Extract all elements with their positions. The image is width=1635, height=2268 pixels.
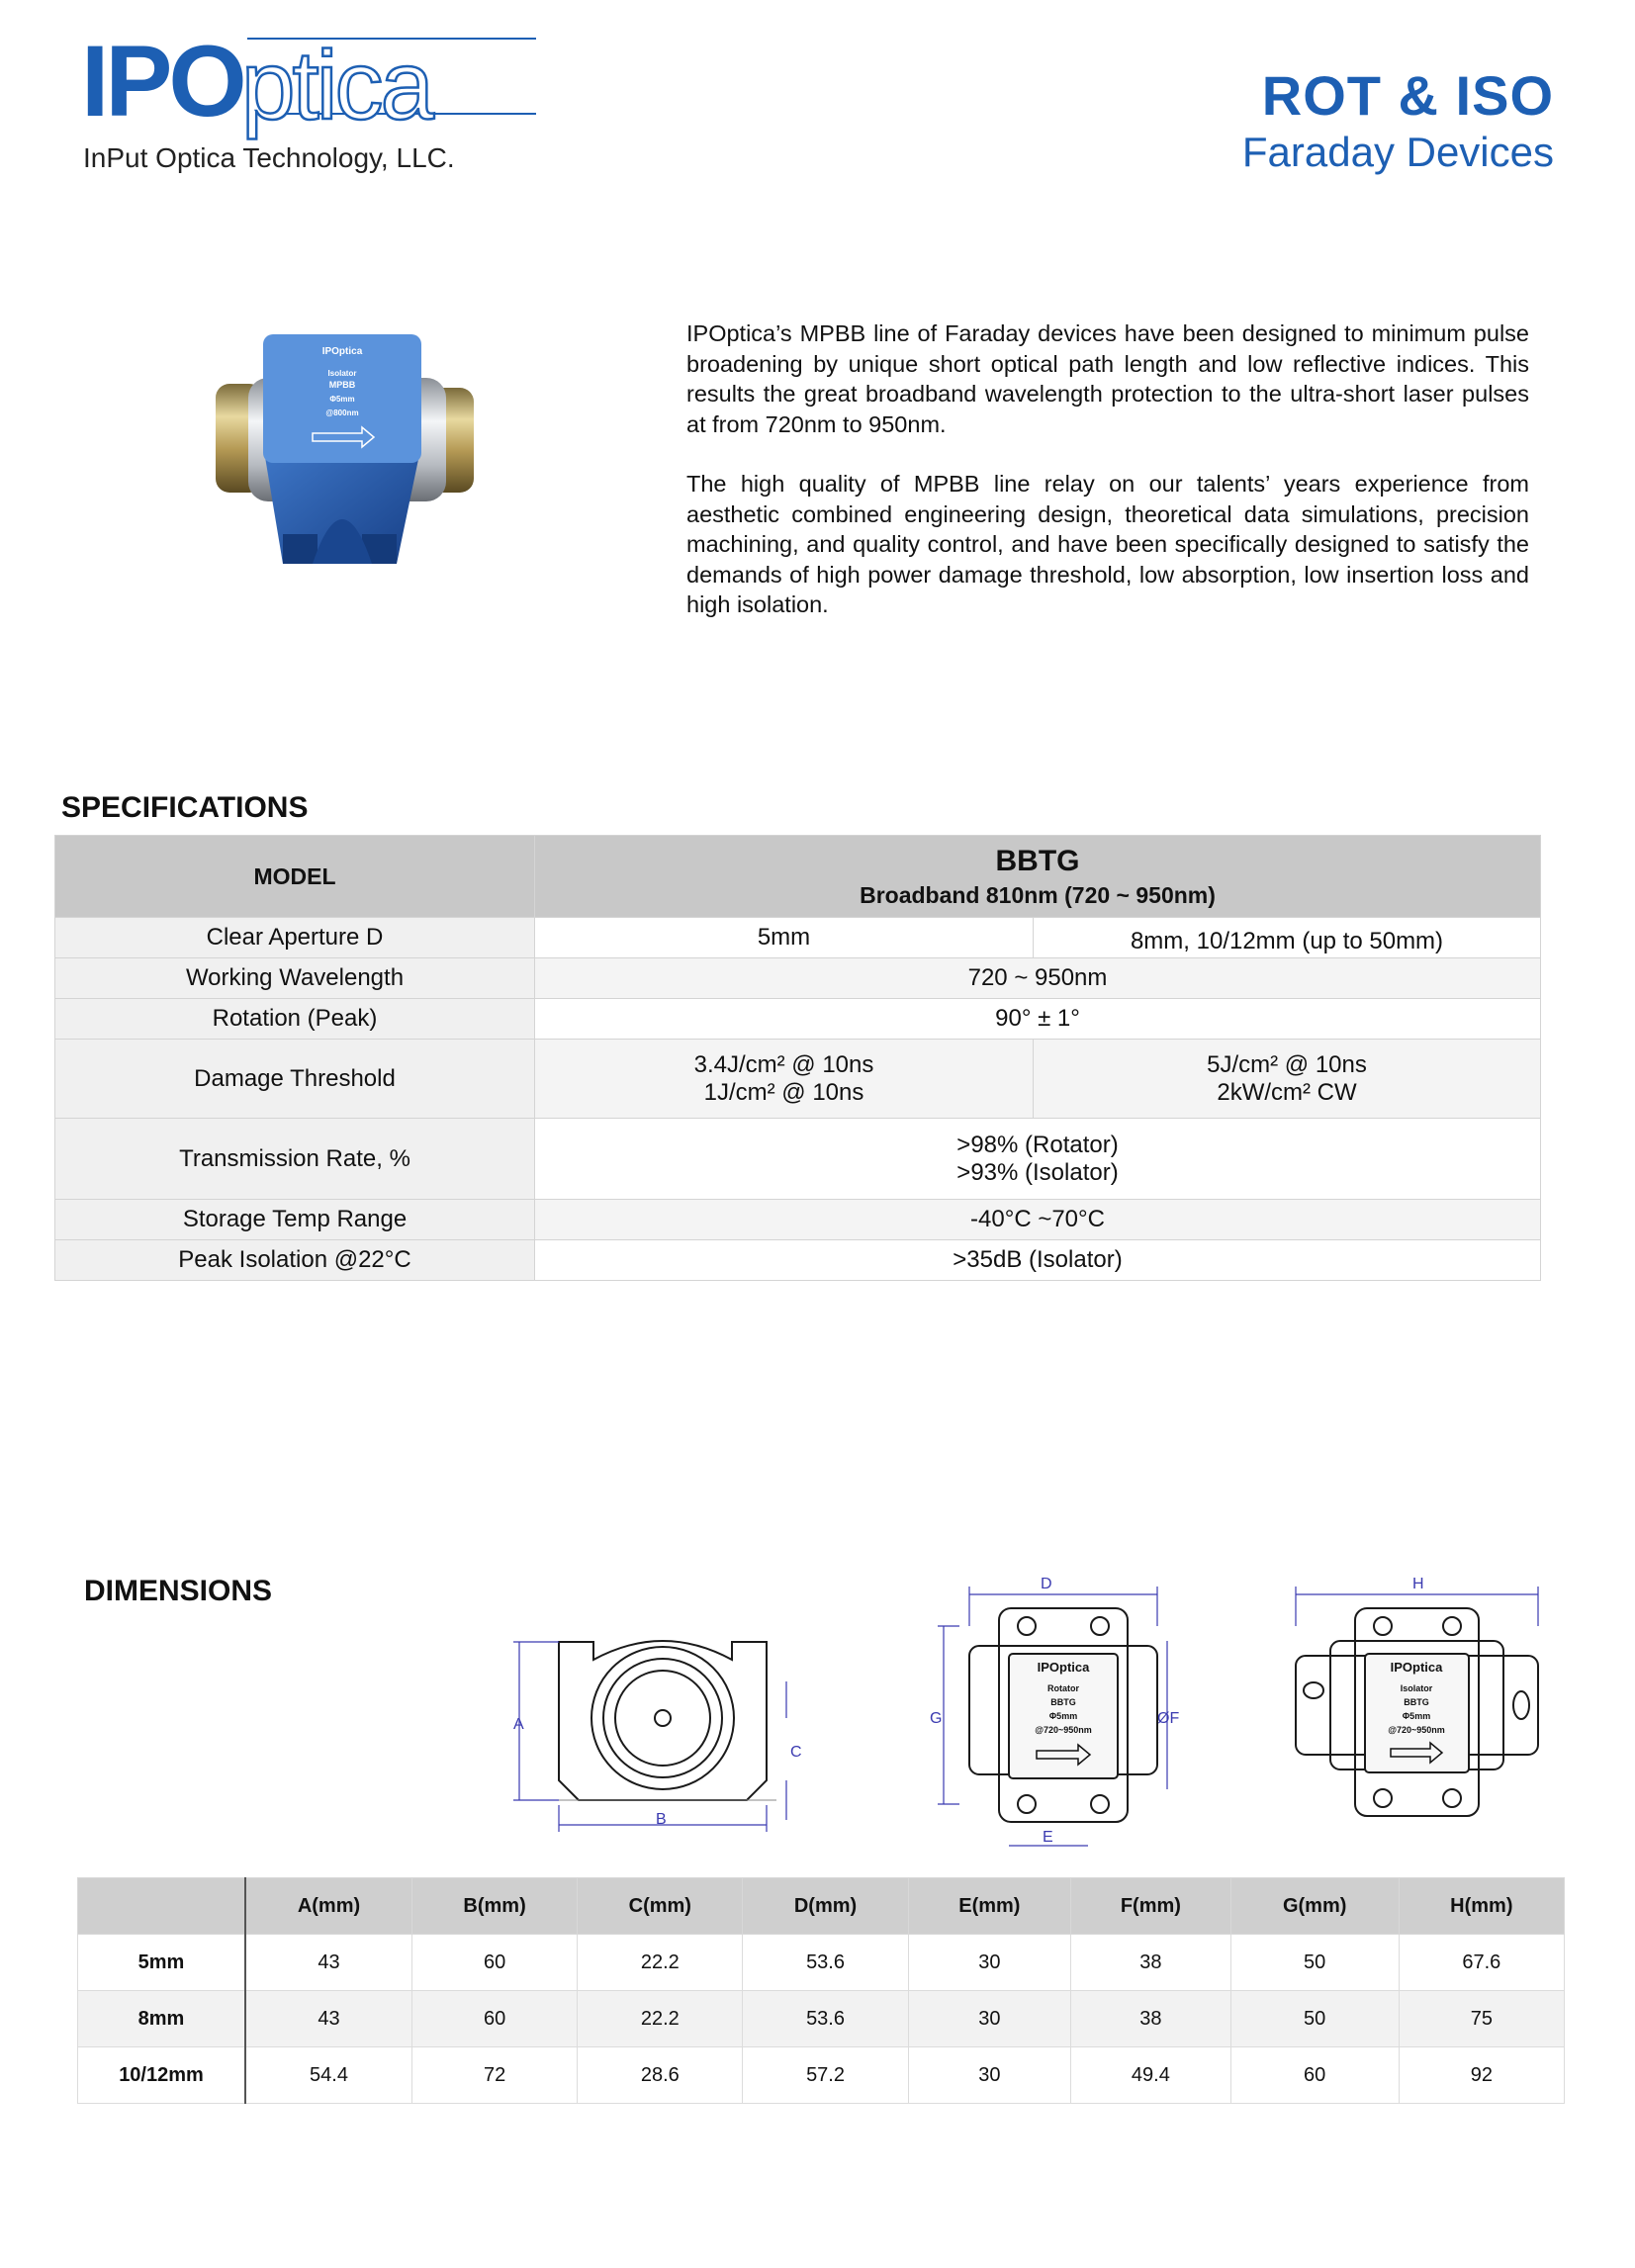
dim-label-a: A (513, 1716, 524, 1733)
spec-label: Storage Temp Range (55, 1200, 535, 1240)
spec-label: Transmission Rate, % (55, 1119, 535, 1200)
table-cell: 57.2 (743, 2047, 908, 2104)
row-header: 10/12mm (78, 2047, 246, 2104)
spec-row (55, 1200, 1541, 1240)
model-cell (535, 836, 1541, 918)
dim-label-g: G (930, 1710, 943, 1727)
spec-value: 5mm (535, 918, 1034, 958)
dim-label-f: ØF (1157, 1710, 1180, 1727)
spec-label: Working Wavelength (55, 958, 535, 999)
dim-col-header: F(mm) (1071, 1878, 1231, 1935)
table-cell: 92 (1399, 2047, 1564, 2104)
dim-header-row (78, 1878, 1565, 1935)
spec-value-line: >98% (Rotator) (956, 1131, 1119, 1158)
spec-label: Rotation (Peak) (55, 999, 535, 1040)
logo-ipo: IPO (81, 25, 243, 137)
table-cell: 50 (1230, 1991, 1399, 2047)
table-row (78, 1935, 1565, 1991)
drawing-model: BBTG (1050, 1697, 1076, 1707)
table-row (78, 2047, 1565, 2104)
drawing-aperture: Φ5mm (1402, 1711, 1431, 1721)
dim-col-header: A(mm) (245, 1878, 411, 1935)
spec-value-line: 3.4J/cm² @ 10ns (693, 1050, 874, 1078)
label-brand: IPOptica (321, 346, 363, 357)
dim-label-d: D (1041, 1576, 1052, 1592)
drawing-type: Isolator (1400, 1683, 1433, 1693)
dim-label-b: B (656, 1811, 667, 1828)
drawing-brand: IPOptica (1390, 1660, 1443, 1675)
spec-value: 90° ± 1° (535, 999, 1541, 1040)
table-cell: 22.2 (578, 1935, 743, 1991)
table-cell: 53.6 (743, 1935, 908, 1991)
dimensions-table (77, 1877, 1565, 2104)
dim-col-header: E(mm) (908, 1878, 1070, 1935)
table-cell: 75 (1399, 1991, 1564, 2047)
spec-label: Clear Aperture D (55, 918, 535, 958)
spec-row (55, 1119, 1541, 1200)
spec-row (55, 918, 1541, 958)
model-desc: Broadband 810nm (720 ~ 950nm) (860, 881, 1216, 908)
product-image (194, 326, 491, 584)
table-cell: 54.4 (245, 2047, 411, 2104)
table-cell: 30 (908, 1935, 1070, 1991)
table-cell: 38 (1071, 1935, 1231, 1991)
intro-text (686, 318, 1529, 650)
table-cell: 43 (245, 1991, 411, 2047)
spec-value-line: >93% (Isolator) (956, 1158, 1119, 1186)
spec-label: Peak Isolation @22°C (55, 1240, 535, 1281)
page-title: ROT & ISO (1261, 64, 1554, 127)
spec-row (55, 999, 1541, 1040)
spec-value (535, 1040, 1034, 1119)
table-cell: 30 (908, 1991, 1070, 2047)
drawing-wl: @720~950nm (1035, 1725, 1092, 1735)
logo-ptica: ptica (241, 31, 432, 139)
dim-col-header: H(mm) (1399, 1878, 1564, 1935)
table-cell: 60 (411, 1991, 577, 2047)
model-name: BBTG (995, 844, 1080, 877)
spec-value: >35dB (Isolator) (535, 1240, 1541, 1281)
company-name: InPut Optica Technology, LLC. (83, 142, 455, 173)
spec-row (55, 958, 1541, 999)
page-subtitle: Faraday Devices (1241, 129, 1554, 175)
table-cell: 22.2 (578, 1991, 743, 2047)
model-label: MODEL (55, 836, 535, 918)
dim-label-h: H (1412, 1576, 1424, 1592)
table-cell: 30 (908, 2047, 1070, 2104)
table-cell: 38 (1071, 1991, 1231, 2047)
table-cell: 60 (1230, 2047, 1399, 2104)
dimension-drawing-rotator (930, 1567, 1197, 1854)
spec-value (535, 1119, 1541, 1200)
row-header: 8mm (78, 1991, 246, 2047)
spec-value-line: 1J/cm² @ 10ns (703, 1078, 864, 1106)
table-cell: 43 (245, 1935, 411, 1991)
table-cell: 49.4 (1071, 2047, 1231, 2104)
spec-value: 720 ~ 950nm (535, 958, 1541, 999)
row-header: 5mm (78, 1935, 246, 1991)
dim-label-e: E (1043, 1829, 1053, 1846)
table-cell: 60 (411, 1935, 577, 1991)
spec-row (55, 1040, 1541, 1119)
drawing-wl: @720~950nm (1388, 1725, 1445, 1735)
spec-value: -40°C ~70°C (535, 1200, 1541, 1240)
table-row (78, 1991, 1565, 2047)
table-cell: 50 (1230, 1935, 1399, 1991)
intro-paragraph-1: IPOptica’s MPBB line of Faraday devices have been designed to minimum pulse broadening by unique short optical path length and low reflective indices. This results the great broadband wavelength protection to the ultra-short laser pulses at from 720nm to 950nm. (686, 320, 1529, 437)
spec-value-line: 2kW/cm² CW (1217, 1078, 1357, 1106)
label-wavelength: @800nm (325, 408, 359, 417)
label-aperture: Φ5mm (329, 395, 355, 404)
intro-paragraph-2: The high quality of MPBB line relay on our talents’ years experience from aesthetic combined engineering design, theoretical data simulations, precision machining, and quality control, and have been specifically designed to satisfy the demands of high power damage threshold, low absorption, low insertion loss and high isolation. (686, 471, 1529, 617)
spec-value-line: 5J/cm² @ 10ns (1207, 1050, 1367, 1078)
spec-label: Damage Threshold (55, 1040, 535, 1119)
spec-value (1034, 1040, 1541, 1119)
dimensions-heading: DIMENSIONS (84, 1575, 273, 1607)
table-cell: 28.6 (578, 2047, 743, 2104)
dim-label-c: C (790, 1744, 802, 1761)
company-logo (81, 25, 497, 139)
dim-col-header (78, 1878, 246, 1935)
dimension-drawing-side (509, 1622, 806, 1835)
dim-col-header: D(mm) (743, 1878, 908, 1935)
dim-col-header: C(mm) (578, 1878, 743, 1935)
table-cell: 67.6 (1399, 1935, 1564, 1991)
table-cell: 72 (411, 2047, 577, 2104)
dim-col-header: G(mm) (1230, 1878, 1399, 1935)
drawing-model: BBTG (1404, 1697, 1429, 1707)
drawing-brand: IPOptica (1037, 1660, 1090, 1675)
drawing-type: Rotator (1047, 1683, 1079, 1693)
table-cell: 53.6 (743, 1991, 908, 2047)
label-type: Isolator (327, 369, 357, 378)
drawing-aperture: Φ5mm (1048, 1711, 1078, 1721)
spec-value: 8mm, 10/12mm (up to 50mm) (1034, 918, 1541, 958)
specifications-table (54, 835, 1541, 1281)
label-line: MPBB (328, 380, 356, 390)
dimension-drawing-isolator (1286, 1567, 1553, 1834)
spec-row (55, 1240, 1541, 1281)
specifications-heading: SPECIFICATIONS (61, 791, 309, 824)
dim-col-header: B(mm) (411, 1878, 577, 1935)
